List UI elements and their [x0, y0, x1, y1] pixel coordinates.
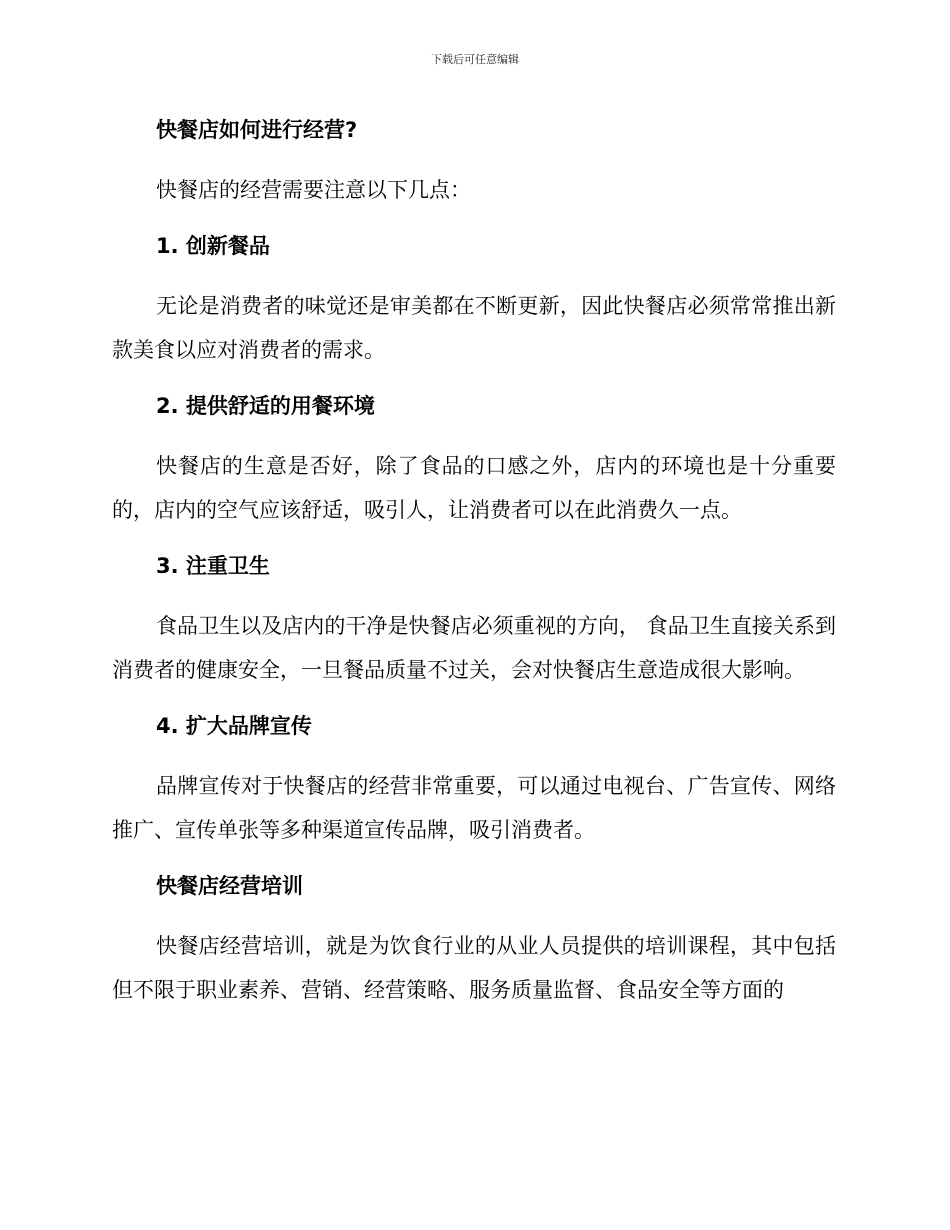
document-title: 快餐店如何进行经营?	[156, 118, 358, 142]
section-body-4: 品牌宣传对于快餐店的经营非常重要，可以通过电视台、广告宣传、网络推广、宣传单张等多种渠道宣传品牌，吸引消费者。	[112, 774, 836, 842]
section-body-3: 食品卫生以及店内的干净是快餐店必须重视的方向， 食品卫生直接关系到消费者的健康安全，一旦餐品质量不过关，会对快餐店生意造成很大影响。	[112, 614, 836, 682]
section-body-1: 无论是消费者的味觉还是审美都在不断更新，因此快餐店必须常常推出新款美食以应对消费者的需求。	[112, 294, 836, 362]
section-heading-1: 1. 创新餐品	[156, 234, 270, 258]
section-heading-2: 2. 提供舒适的用餐环境	[156, 394, 375, 418]
intro-paragraph: 快餐店的经营需要注意以下几点：	[156, 178, 471, 202]
document-body	[112, 110, 836, 1026]
section-heading-3: 3. 注重卫生	[156, 554, 270, 578]
page-header: 下载后可任意编辑	[431, 53, 519, 66]
section-body-training: 快餐店经营培训，就是为饮食行业的从业人员提供的培训课程，其中包括但不限于职业素养、营销、经营策略、服务质量监督、食品安全等方面的	[112, 934, 836, 1002]
section-heading-4: 4. 扩大品牌宣传	[156, 714, 312, 738]
section-body-2: 快餐店的生意是否好，除了食品的口感之外，店内的环境也是十分重要的，店内的空气应该舒适，吸引人，让消费者可以在此消费久一点。	[112, 454, 836, 522]
section-heading-training: 快餐店经营培训	[156, 874, 303, 898]
